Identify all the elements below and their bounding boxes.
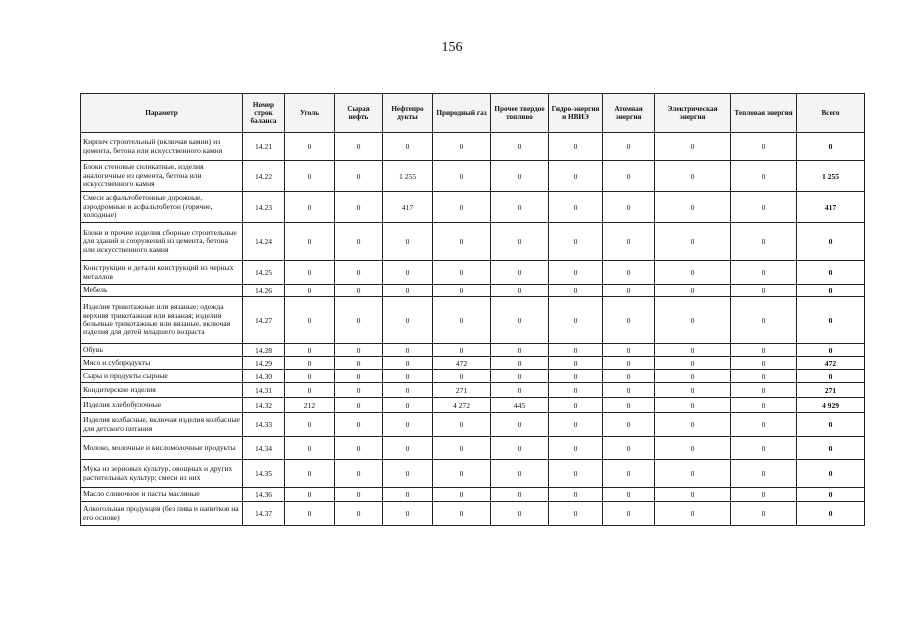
row-value-cell: 0 [433, 223, 491, 261]
row-value-cell: 0 [383, 223, 433, 261]
row-value-cell: 212 [285, 398, 335, 413]
row-value-cell: 0 [603, 398, 655, 413]
row-parameter: Мука из зерновых культур, овощных и других растительных культур; смеси из них [81, 460, 243, 488]
row-total: 0 [797, 502, 865, 526]
page-number: 156 [441, 40, 463, 55]
row-value-cell: 0 [655, 413, 731, 437]
row-value-cell: 0 [285, 383, 335, 398]
row-code: 14.34 [243, 437, 285, 460]
row-total: 0 [797, 223, 865, 261]
row-value-cell: 0 [433, 261, 491, 285]
row-parameter: Молоко, молочные и кисломолочные продукты [81, 437, 243, 460]
row-value-cell: 0 [335, 460, 383, 488]
row-value-cell: 0 [285, 161, 335, 192]
row-parameter: Изделия колбасные, включая изделия колбасные для детского питания [81, 413, 243, 437]
row-value-cell: 0 [335, 370, 383, 383]
row-value-cell: 0 [335, 133, 383, 161]
row-value-cell: 0 [549, 344, 603, 357]
row-value-cell: 0 [549, 502, 603, 526]
row-value-cell: 0 [285, 357, 335, 370]
row-total: 472 [797, 357, 865, 370]
table-row [81, 297, 865, 344]
table-row [81, 398, 865, 413]
row-parameter: Мясо и субпродукты [81, 357, 243, 370]
row-value-cell: 0 [335, 344, 383, 357]
row-value-cell: 0 [383, 133, 433, 161]
row-value-cell: 0 [491, 161, 549, 192]
row-value-cell: 0 [603, 161, 655, 192]
column-header: Параметр [81, 94, 243, 133]
row-value-cell: 0 [731, 437, 797, 460]
row-value-cell: 0 [655, 357, 731, 370]
row-value-cell: 0 [491, 261, 549, 285]
row-value-cell: 0 [491, 413, 549, 437]
column-header: Тепловая энергия [731, 94, 797, 133]
row-value-cell: 0 [603, 192, 655, 223]
row-value-cell: 417 [383, 192, 433, 223]
row-value-cell: 271 [433, 383, 491, 398]
row-value-cell: 0 [335, 192, 383, 223]
row-parameter: Масло сливочное и пасты масляные [81, 488, 243, 502]
row-total: 0 [797, 261, 865, 285]
row-value-cell: 0 [731, 398, 797, 413]
row-value-cell: 0 [549, 383, 603, 398]
row-value-cell: 0 [731, 357, 797, 370]
row-value-cell: 0 [655, 398, 731, 413]
column-header: Всего [797, 94, 865, 133]
table-row [81, 437, 865, 460]
row-value-cell: 0 [603, 383, 655, 398]
row-value-cell: 0 [491, 297, 549, 344]
row-value-cell: 0 [549, 460, 603, 488]
row-value-cell: 0 [731, 297, 797, 344]
row-value-cell: 472 [433, 357, 491, 370]
row-value-cell: 0 [383, 488, 433, 502]
row-value-cell: 0 [655, 192, 731, 223]
row-total: 0 [797, 297, 865, 344]
table-row [81, 344, 865, 357]
row-parameter: Кирпич строительный (включая камни) из цемента, бетона или искусственного камня [81, 133, 243, 161]
row-value-cell: 0 [285, 223, 335, 261]
row-value-cell: 0 [655, 502, 731, 526]
row-code: 14.36 [243, 488, 285, 502]
row-value-cell: 0 [549, 261, 603, 285]
row-value-cell: 0 [335, 161, 383, 192]
row-value-cell: 0 [383, 357, 433, 370]
row-value-cell: 0 [383, 344, 433, 357]
row-code: 14.27 [243, 297, 285, 344]
row-value-cell: 0 [335, 383, 383, 398]
row-parameter: Изделия хлебобулочные [81, 398, 243, 413]
row-total: 0 [797, 413, 865, 437]
row-value-cell: 0 [549, 398, 603, 413]
row-value-cell: 0 [285, 297, 335, 344]
row-value-cell: 0 [603, 357, 655, 370]
table-row [81, 413, 865, 437]
row-value-cell: 0 [549, 413, 603, 437]
column-header: Гидро-энергия и НВИЭ [549, 94, 603, 133]
row-total: 0 [797, 437, 865, 460]
column-header: Природный газ [433, 94, 491, 133]
row-value-cell: 0 [383, 502, 433, 526]
row-total: 1 255 [797, 161, 865, 192]
row-value-cell: 0 [549, 370, 603, 383]
row-value-cell: 0 [731, 460, 797, 488]
row-value-cell: 4 272 [433, 398, 491, 413]
row-value-cell: 0 [731, 488, 797, 502]
row-value-cell: 0 [491, 370, 549, 383]
row-code: 14.26 [243, 285, 285, 297]
row-value-cell: 0 [549, 285, 603, 297]
row-total: 4 929 [797, 398, 865, 413]
energy-balance-table [80, 93, 865, 526]
row-value-cell: 1 255 [383, 161, 433, 192]
row-value-cell: 0 [655, 133, 731, 161]
row-value-cell: 0 [433, 285, 491, 297]
row-parameter: Кондитерские изделия [81, 383, 243, 398]
row-value-cell: 0 [655, 488, 731, 502]
row-value-cell: 0 [383, 460, 433, 488]
table-row [81, 223, 865, 261]
row-value-cell: 0 [655, 383, 731, 398]
row-value-cell: 0 [433, 297, 491, 344]
table-row [81, 285, 865, 297]
row-value-cell: 0 [549, 357, 603, 370]
row-value-cell: 0 [549, 437, 603, 460]
row-parameter: Блоки и прочие изделия сборные строительные для зданий и сооружений из цемента, бетона или искусственного камня [81, 223, 243, 261]
row-value-cell: 0 [603, 297, 655, 344]
row-total: 417 [797, 192, 865, 223]
column-header: Прочее твердое топливо [491, 94, 549, 133]
row-value-cell: 0 [731, 261, 797, 285]
table-row [81, 357, 865, 370]
row-value-cell: 0 [731, 223, 797, 261]
table-row [81, 383, 865, 398]
row-value-cell: 0 [603, 460, 655, 488]
row-parameter: Конструкции и детали конструкций из черных металлов [81, 261, 243, 285]
row-value-cell: 0 [655, 437, 731, 460]
row-value-cell: 0 [731, 161, 797, 192]
row-value-cell: 0 [549, 161, 603, 192]
row-value-cell: 0 [731, 502, 797, 526]
row-total: 0 [797, 133, 865, 161]
table-row [81, 133, 865, 161]
row-value-cell: 0 [383, 285, 433, 297]
table-header-row [81, 94, 865, 133]
table-body [81, 133, 865, 526]
row-value-cell: 0 [335, 223, 383, 261]
row-value-cell: 0 [433, 502, 491, 526]
table-row [81, 502, 865, 526]
row-value-cell: 0 [731, 133, 797, 161]
row-value-cell: 0 [731, 285, 797, 297]
row-value-cell: 0 [335, 297, 383, 344]
row-value-cell: 0 [731, 383, 797, 398]
row-value-cell: 0 [655, 161, 731, 192]
row-value-cell: 0 [433, 413, 491, 437]
row-value-cell: 0 [383, 398, 433, 413]
row-value-cell: 0 [285, 344, 335, 357]
row-value-cell: 0 [285, 370, 335, 383]
row-value-cell: 0 [433, 192, 491, 223]
row-value-cell: 0 [285, 285, 335, 297]
row-value-cell: 0 [655, 370, 731, 383]
row-code: 14.35 [243, 460, 285, 488]
row-value-cell: 0 [603, 488, 655, 502]
row-value-cell: 0 [491, 344, 549, 357]
row-value-cell: 0 [285, 437, 335, 460]
row-value-cell: 445 [491, 398, 549, 413]
row-code: 14.33 [243, 413, 285, 437]
row-value-cell: 0 [383, 437, 433, 460]
row-parameter: Изделия трикотажные или вязаные; одежда верхняя трикотажная или вязаная; изделия бельевые трикотажные или вязаные, включая изделия для детей младшего возраста [81, 297, 243, 344]
row-value-cell: 0 [433, 370, 491, 383]
row-value-cell: 0 [549, 297, 603, 344]
column-header: Атомная энергия [603, 94, 655, 133]
row-parameter: Алкогольная продукция (без пива и напитков на его основе) [81, 502, 243, 526]
row-total: 0 [797, 370, 865, 383]
row-value-cell: 0 [603, 285, 655, 297]
row-value-cell: 0 [603, 502, 655, 526]
row-value-cell: 0 [335, 398, 383, 413]
row-value-cell: 0 [383, 370, 433, 383]
row-value-cell: 0 [383, 413, 433, 437]
row-value-cell: 0 [603, 344, 655, 357]
row-parameter: Мебель [81, 285, 243, 297]
row-value-cell: 0 [335, 357, 383, 370]
row-value-cell: 0 [491, 488, 549, 502]
row-value-cell: 0 [285, 261, 335, 285]
row-total: 271 [797, 383, 865, 398]
row-value-cell: 0 [549, 223, 603, 261]
row-code: 14.22 [243, 161, 285, 192]
table-row [81, 370, 865, 383]
row-parameter: Обувь [81, 344, 243, 357]
row-value-cell: 0 [335, 488, 383, 502]
row-value-cell: 0 [285, 502, 335, 526]
row-total: 0 [797, 460, 865, 488]
row-total: 0 [797, 488, 865, 502]
row-value-cell: 0 [603, 370, 655, 383]
table-row [81, 192, 865, 223]
row-value-cell: 0 [491, 437, 549, 460]
table-row [81, 261, 865, 285]
row-total: 0 [797, 285, 865, 297]
row-value-cell: 0 [285, 133, 335, 161]
row-value-cell: 0 [285, 413, 335, 437]
row-value-cell: 0 [655, 460, 731, 488]
row-value-cell: 0 [655, 285, 731, 297]
row-code: 14.37 [243, 502, 285, 526]
row-parameter: Блоки стеновые силикатные, изделия аналогичные из цемента, бетона или искусственного камня [81, 161, 243, 192]
row-value-cell: 0 [549, 133, 603, 161]
row-value-cell: 0 [549, 192, 603, 223]
row-value-cell: 0 [335, 502, 383, 526]
row-value-cell: 0 [603, 223, 655, 261]
row-code: 14.21 [243, 133, 285, 161]
row-parameter: Сыры и продукты сырные [81, 370, 243, 383]
row-value-cell: 0 [433, 344, 491, 357]
row-value-cell: 0 [285, 488, 335, 502]
row-value-cell: 0 [731, 413, 797, 437]
column-header: Уголь [285, 94, 335, 133]
column-header: Номер строк баланса [243, 94, 285, 133]
row-value-cell: 0 [383, 383, 433, 398]
column-header: Нефтепро дукты [383, 94, 433, 133]
row-value-cell: 0 [335, 285, 383, 297]
row-value-cell: 0 [491, 133, 549, 161]
row-value-cell: 0 [549, 488, 603, 502]
row-value-cell: 0 [335, 437, 383, 460]
row-value-cell: 0 [491, 285, 549, 297]
row-code: 14.31 [243, 383, 285, 398]
row-value-cell: 0 [603, 133, 655, 161]
row-value-cell: 0 [603, 437, 655, 460]
row-code: 14.23 [243, 192, 285, 223]
table-row [81, 460, 865, 488]
row-value-cell: 0 [655, 223, 731, 261]
row-value-cell: 0 [491, 502, 549, 526]
row-code: 14.25 [243, 261, 285, 285]
row-value-cell: 0 [731, 344, 797, 357]
row-value-cell: 0 [491, 223, 549, 261]
row-value-cell: 0 [491, 357, 549, 370]
row-value-cell: 0 [383, 297, 433, 344]
row-value-cell: 0 [433, 437, 491, 460]
row-value-cell: 0 [383, 261, 433, 285]
row-code: 14.29 [243, 357, 285, 370]
row-code: 14.24 [243, 223, 285, 261]
row-code: 14.28 [243, 344, 285, 357]
row-value-cell: 0 [433, 488, 491, 502]
row-value-cell: 0 [433, 133, 491, 161]
row-value-cell: 0 [491, 192, 549, 223]
row-value-cell: 0 [491, 460, 549, 488]
row-value-cell: 0 [285, 460, 335, 488]
row-total: 0 [797, 344, 865, 357]
row-value-cell: 0 [335, 413, 383, 437]
row-value-cell: 0 [603, 261, 655, 285]
row-value-cell: 0 [655, 261, 731, 285]
row-value-cell: 0 [731, 192, 797, 223]
row-value-cell: 0 [285, 192, 335, 223]
table-row [81, 161, 865, 192]
row-value-cell: 0 [655, 297, 731, 344]
row-code: 14.30 [243, 370, 285, 383]
row-value-cell: 0 [433, 161, 491, 192]
column-header: Электрическая энергия [655, 94, 731, 133]
column-header: Сырая нефть [335, 94, 383, 133]
row-value-cell: 0 [491, 383, 549, 398]
row-code: 14.32 [243, 398, 285, 413]
table-row [81, 488, 865, 502]
row-parameter: Смеси асфальтобетонные дорожные, аэродромные и асфальтобетон (горячие, холодные) [81, 192, 243, 223]
row-value-cell: 0 [655, 344, 731, 357]
row-value-cell: 0 [603, 413, 655, 437]
row-value-cell: 0 [731, 370, 797, 383]
row-value-cell: 0 [335, 261, 383, 285]
row-value-cell: 0 [433, 460, 491, 488]
